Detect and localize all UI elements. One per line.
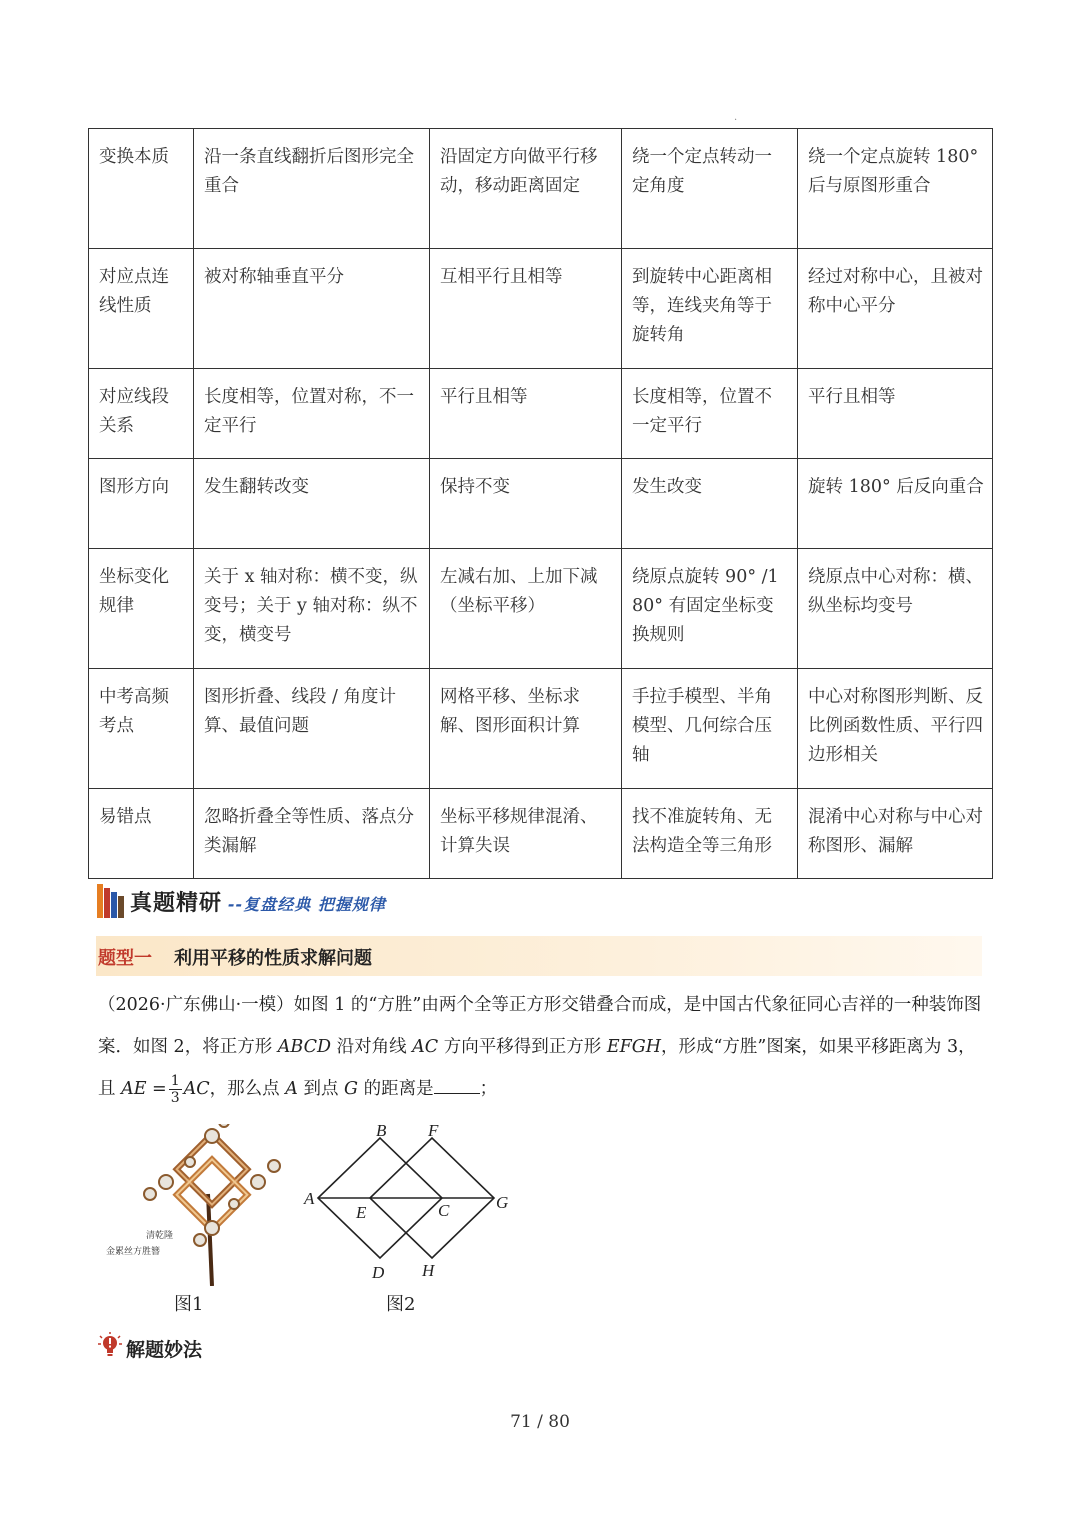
table-cell: 沿一条直线翻折后图形完全重合 [194, 129, 430, 249]
table-cell: 易错点 [89, 789, 194, 879]
solve-method-title: 解题妙法 [126, 1339, 203, 1361]
comparison-table [88, 128, 993, 879]
photo-caption-1: 清乾隆 [146, 1231, 174, 1241]
square-name: EFGH [606, 1037, 661, 1057]
table-row [89, 459, 993, 549]
table-cell: 坐标变化规律 [89, 549, 194, 669]
point-name: G [344, 1079, 358, 1099]
table-cell: 图形折叠、线段 / 角度计算、最值问题 [194, 669, 430, 789]
table-cell: 保持不变 [430, 459, 622, 549]
problem-fragment: 沿对角线 [331, 1037, 413, 1057]
table-cell: 长度相等，位置不一定平行 [622, 369, 798, 459]
fraction [169, 1073, 182, 1106]
table-cell: 沿固定方向做平行移动，移动距离固定 [430, 129, 622, 249]
label-e: E [356, 1203, 367, 1222]
table-cell: 被对称轴垂直平分 [194, 249, 430, 369]
problem-fragment: （2026·广东佛山·一模）如图 1 的“方胜”由两个全等正方形交错叠合而成，是中国古代象征同心吉祥的一种装饰图案．如图 2，将正方形 [98, 995, 982, 1057]
table-cell: 关于 x 轴对称：横不变，纵变号；关于 y 轴对称：纵不变，横变号 [194, 549, 430, 669]
table-cell: 找不准旋转角、无法构造全等三角形 [622, 789, 798, 879]
table-cell: 绕一个定点转动一定角度 [622, 129, 798, 249]
table-cell: 平行且相等 [798, 369, 993, 459]
question-type-text: 利用平移的性质求解问题 [174, 948, 372, 969]
geometry-diagram [296, 1116, 520, 1286]
diagonal-name: AC [412, 1037, 439, 1057]
table-cell: 中考高频考点 [89, 669, 194, 789]
table-cell: 坐标平移规律混淆、计算失误 [430, 789, 622, 879]
table-cell: 绕原点旋转 90° /180° 有固定坐标变换规则 [622, 549, 798, 669]
lightbulb-icon [98, 1332, 124, 1360]
problem-fragment: 到点 [297, 1079, 345, 1099]
page-dot: . [734, 112, 738, 123]
label-f: F [428, 1121, 439, 1140]
question-type-banner [96, 936, 982, 976]
book-bars-icon [96, 880, 126, 920]
table-row [89, 129, 993, 249]
figure-2-label: 图2 [386, 1294, 416, 1315]
table-cell: 手拉手模型、半角模型、几何综合压轴 [622, 669, 798, 789]
label-h: H [422, 1261, 435, 1280]
table-row [89, 789, 993, 879]
label-a: A [304, 1189, 315, 1208]
table-cell: 平行且相等 [430, 369, 622, 459]
table-cell: 网格平移、坐标求解、图形面积计算 [430, 669, 622, 789]
table-cell: 绕原点中心对称：横、纵坐标均变号 [798, 549, 993, 669]
question-type-label: 题型一 [98, 948, 152, 969]
figure-1-label: 图1 [174, 1294, 204, 1315]
point-name: A [285, 1079, 298, 1099]
table-cell: 互相平行且相等 [430, 249, 622, 369]
answer-blank[interactable] [434, 1075, 480, 1094]
table-row [89, 669, 993, 789]
table-cell: 发生翻转改变 [194, 459, 430, 549]
hairpin-photo [108, 1124, 286, 1286]
table-cell: 中心对称图形判断、反比例函数性质、平行四边形相关 [798, 669, 993, 789]
table-cell: 长度相等，位置对称，不一定平行 [194, 369, 430, 459]
table-row [89, 549, 993, 669]
problem-fragment: 方向平移得到正方形 [438, 1037, 607, 1057]
table-cell: 图形方向 [89, 459, 194, 549]
section-title: 真题精研 [130, 891, 223, 916]
table-cell: 忽略折叠全等性质、落点分类漏解 [194, 789, 430, 879]
table-row [89, 369, 993, 459]
solve-method-heading [98, 1332, 248, 1362]
label-g: G [496, 1193, 509, 1212]
table-cell: 旋转 180° 后反向重合 [798, 459, 993, 549]
table-cell: 经过对称中心，且被对称中心平分 [798, 249, 993, 369]
table-cell: 混淆中心对称与中心对称图形、漏解 [798, 789, 993, 879]
label-b: B [376, 1121, 387, 1140]
label-d: D [372, 1263, 385, 1282]
equation-left: AE = [121, 1079, 167, 1099]
table-cell: 绕一个定点旋转 180° 后与原图形重合 [798, 129, 993, 249]
section-banner [96, 880, 696, 928]
table-cell: 发生改变 [622, 459, 798, 549]
fraction-numerator: 1 [170, 1073, 180, 1089]
problem-fragment: ，形成“方胜”图案，如果平移距离为 3，且 [98, 1037, 976, 1099]
problem-text [98, 984, 988, 1110]
table-row [89, 249, 993, 369]
table-cell: 到旋转中心距离相等，连线夹角等于旋转角 [622, 249, 798, 369]
table-cell: 左减右加、上加下减（坐标平移） [430, 549, 622, 669]
problem-fragment: ； [479, 1079, 498, 1099]
section-subtitle: --复盘经典 把握规律 [228, 895, 386, 914]
equation-right: AC [183, 1079, 210, 1099]
problem-fragment: ，那么点 [209, 1079, 286, 1099]
table-cell: 变换本质 [89, 129, 194, 249]
photo-caption-2: 金累丝方胜簪 [106, 1247, 161, 1257]
label-c: C [438, 1201, 450, 1220]
problem-fragment: 的距离是 [358, 1079, 434, 1099]
table-cell: 对应点连线性质 [89, 249, 194, 369]
square-name: ABCD [277, 1037, 332, 1057]
table-cell: 对应线段关系 [89, 369, 194, 459]
fraction-denominator: 3 [170, 1090, 180, 1106]
page-number: 71 / 80 [510, 1412, 570, 1432]
